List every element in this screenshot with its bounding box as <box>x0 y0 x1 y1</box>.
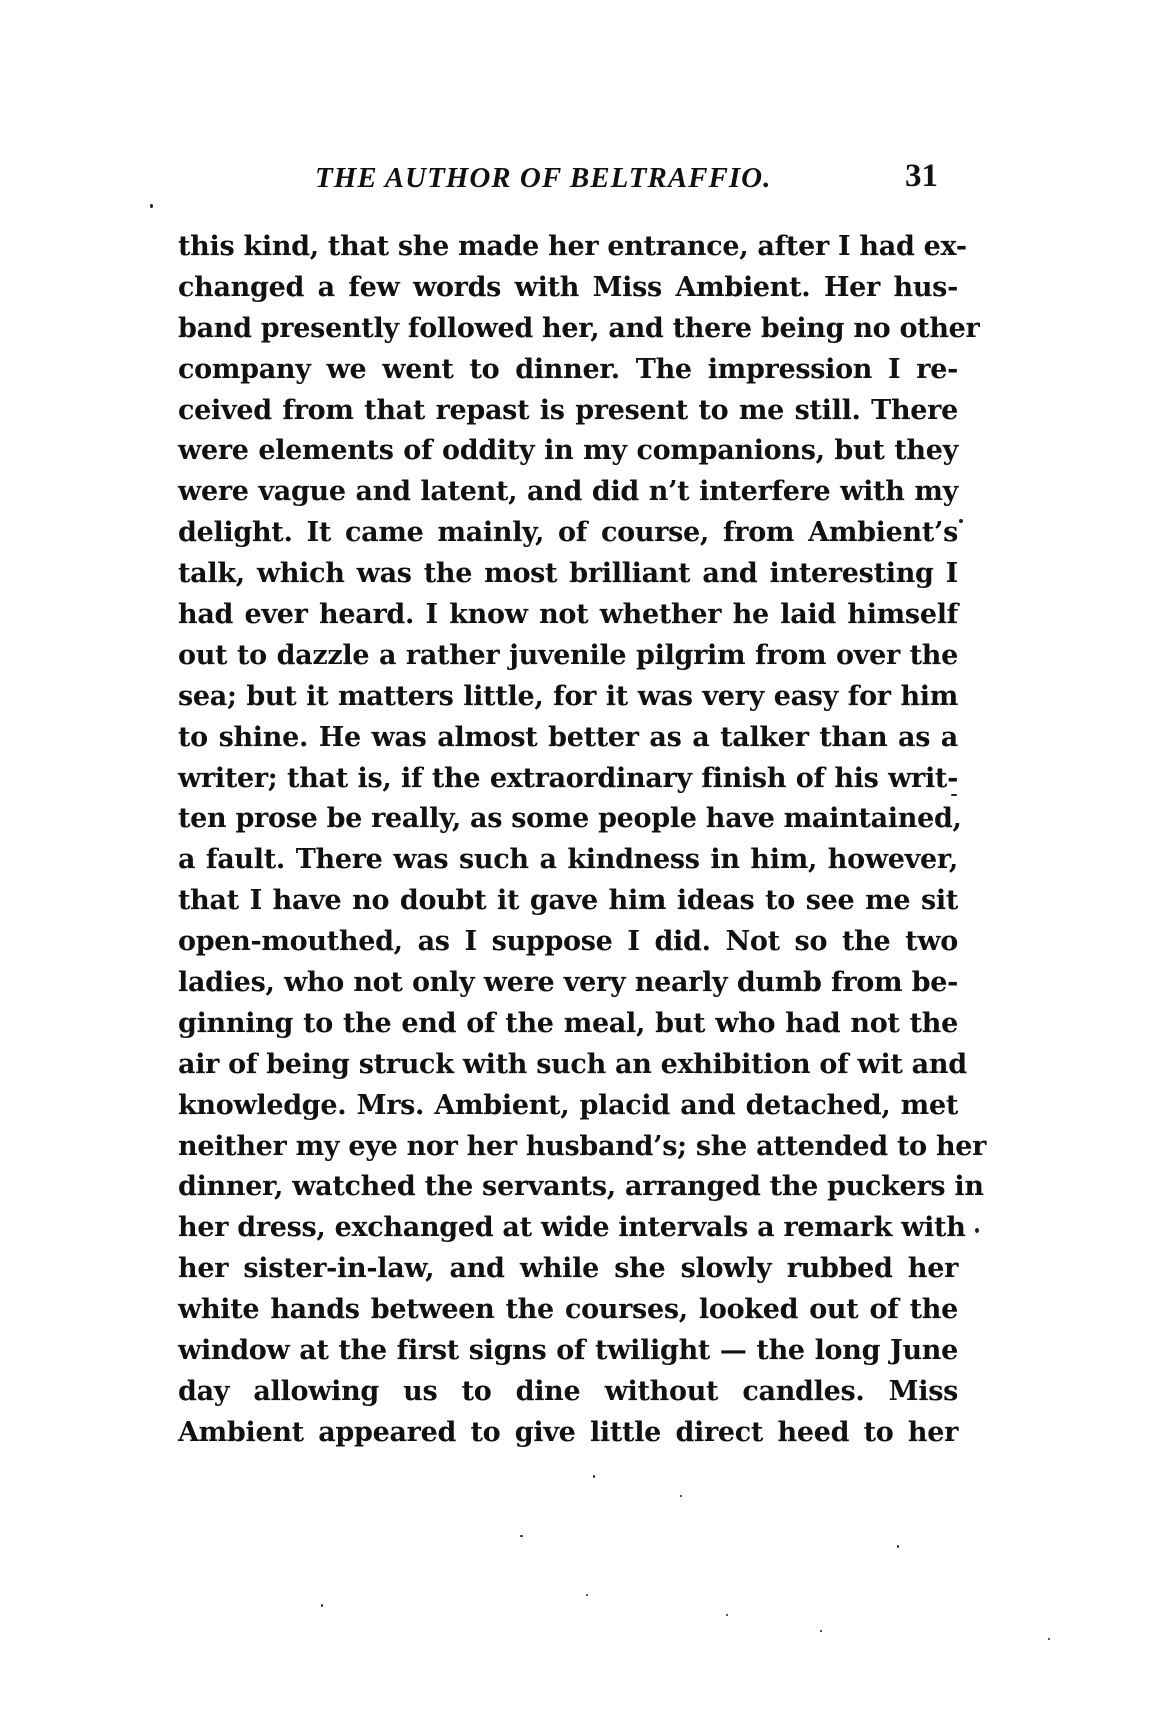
text-line: a fault. There was such a kindness in him, however, <box>178 844 958 876</box>
text-line: had ever heard. I know not whether he laid himself <box>178 599 958 631</box>
text-line: window at the first signs of twilight — the long June <box>178 1335 958 1367</box>
scan-speck <box>1048 1638 1050 1640</box>
page-header <box>315 158 965 202</box>
text-line: her dress, exchanged at wide intervals a remark with <box>178 1212 966 1244</box>
text-line: neither my eye nor her husband’s; she attended to her <box>178 1130 987 1162</box>
scan-speck <box>321 1604 323 1607</box>
text-line: day allowing us to dine without candles. Miss <box>178 1375 958 1407</box>
text-line: delight. It came mainly, of course, from Ambient’s <box>178 517 958 549</box>
text-line: that I have no doubt it gave him ideas to see me sit <box>178 885 958 917</box>
scan-speck <box>520 1535 523 1537</box>
scan-speck <box>897 1545 899 1548</box>
text-line: were vague and latent, and did n’t interfere with my <box>178 476 958 508</box>
text-line: company we went to dinner. The impression I re- <box>178 353 958 385</box>
text-line: this kind, that she made her entrance, after I had ex- <box>178 231 967 262</box>
scan-speck <box>951 794 957 796</box>
text-line: knowledge. Mrs. Ambient, placid and detached, met <box>178 1089 958 1121</box>
text-line: air of being struck with such an exhibition of wit and <box>178 1048 967 1080</box>
text-line: talk, which was the most brilliant and interesting I <box>178 558 958 590</box>
running-title: THE AUTHOR OF BELTRAFFIO. <box>315 162 772 194</box>
page-number: 31 <box>905 158 938 194</box>
body-text <box>178 227 987 1454</box>
text-line: ginning to the end of the meal, but who had not the <box>178 1007 958 1039</box>
text-line: ceived from that repast is present to me still. There <box>178 394 958 426</box>
scan-speck <box>726 1614 728 1616</box>
scan-speck <box>820 1630 822 1632</box>
text-line: to shine. He was almost better as a talker than as a <box>178 721 958 753</box>
text-line: dinner, watched the servants, arranged the puckers in <box>178 1171 984 1203</box>
scan-speck <box>975 1228 979 1233</box>
text-line: band presently followed her, and there being no other <box>178 312 980 344</box>
text-line: changed a few words with Miss Ambient. Her hus- <box>178 271 958 303</box>
text-line: open-mouthed, as I suppose I did. Not so the two <box>178 926 958 958</box>
scan-speck <box>680 1495 682 1497</box>
scan-speck <box>150 204 153 208</box>
text-line: out to dazzle a rather juvenile pilgrim from over the <box>178 639 958 671</box>
text-line: her sister-in-law, and while she slowly rubbed her <box>178 1253 958 1285</box>
text-line: Ambient appeared to give little direct heed to her <box>178 1416 958 1448</box>
text-line: white hands between the courses, looked out of the <box>178 1294 958 1326</box>
text-line: sea; but it matters little, for it was very easy for him <box>178 680 958 712</box>
text-line: ten prose be really, as some people have maintained, <box>178 803 962 835</box>
scan-speck <box>586 1594 588 1596</box>
scan-speck <box>959 519 963 523</box>
text-line: ladies, who not only were very nearly dumb from be- <box>178 967 958 999</box>
text-line: were elements of oddity in my companions, but they <box>178 435 958 467</box>
scan-speck <box>593 1475 595 1478</box>
text-line: writer; that is, if the extraordinary finish of his writ- <box>178 762 958 794</box>
